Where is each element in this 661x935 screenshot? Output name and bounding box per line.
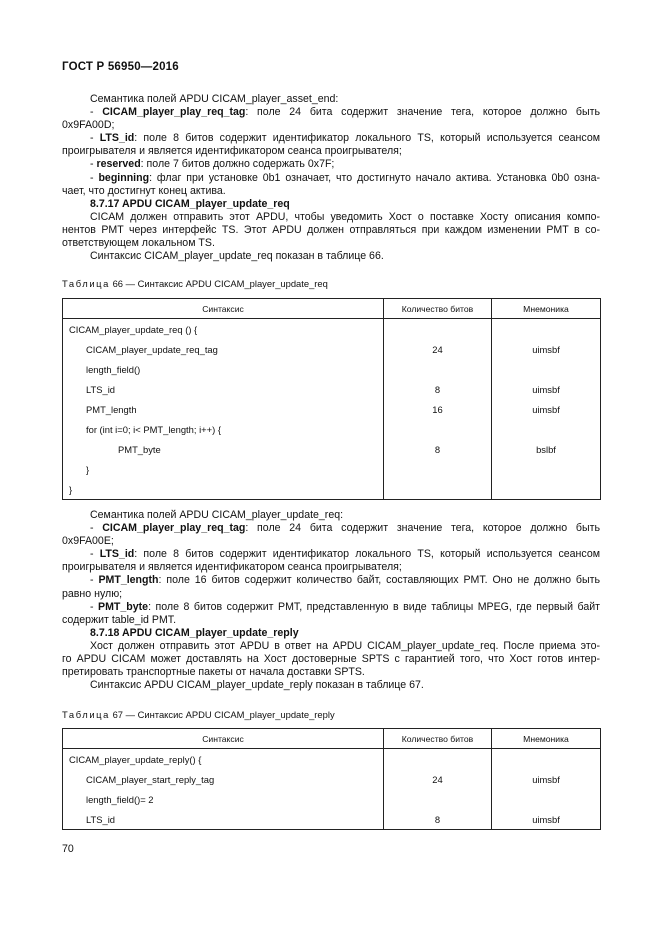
table-row <box>63 359 601 379</box>
header-syntax: Синтаксис <box>63 729 384 749</box>
bit-count-cell: 16 <box>384 399 492 419</box>
table-row <box>63 399 601 419</box>
mnemonic-cell: uimsbf <box>492 769 601 789</box>
table-66-caption <box>62 278 328 290</box>
bit-count-cell <box>384 789 492 809</box>
paragraph-line <box>62 158 600 171</box>
paragraph-line <box>62 145 600 158</box>
header-mnemonic: Мнемоника <box>492 299 601 319</box>
text-run: : поле 16 битов содержит количество байт, составляющих PMT. Оно не должно быть <box>158 574 600 587</box>
text-run: CICAM должен отправить этот APDU, чтобы уведомить Хост о поставке Хосту описания компо- <box>90 210 600 223</box>
paragraph-line <box>62 509 600 522</box>
text-run: : поле 24 бита содержит значение тега, которое должно быть <box>245 522 600 535</box>
page-number: 70 <box>62 843 74 855</box>
syntax-cell: length_field()= 2 <box>63 789 384 809</box>
paragraph-line <box>62 666 600 679</box>
table-row <box>63 749 601 770</box>
text-run: Синтаксис APDU CICAM_player_update_reply показан в таблице 67. <box>90 679 424 692</box>
text-run: : поле 8 битов содержит идентификатор локального TS, который используется сеансом <box>134 132 600 145</box>
syntax-cell: } <box>63 479 384 500</box>
table-66 <box>62 298 601 500</box>
table-row <box>63 419 601 439</box>
table-row <box>63 439 601 459</box>
syntax-cell: PMT_byte <box>63 439 384 459</box>
paragraph-line <box>62 601 600 614</box>
text-run: - <box>90 548 100 561</box>
table-row <box>63 319 601 340</box>
table-row <box>63 459 601 479</box>
paragraph-line <box>62 548 600 561</box>
table-row <box>63 379 601 399</box>
paragraph-line <box>62 250 600 263</box>
text-run: проигрывателя и является идентификатором сеанса проигрывателя; <box>62 561 402 574</box>
paragraph-line <box>62 132 600 145</box>
bit-count-cell <box>384 319 492 340</box>
paragraph-line <box>62 588 600 601</box>
syntax-cell: } <box>63 459 384 479</box>
text-run: претировать транспортные пакеты от начала доставки SPTS. <box>62 666 365 679</box>
mnemonic-cell <box>492 459 601 479</box>
text-run: чает, что достигнут конец актива. <box>62 184 226 197</box>
text-run: го APDU CICAM может доставлять на Хост достоверные SPTS с гарантией того, что Хост готов интер- <box>62 653 600 666</box>
text-run: - <box>90 171 99 184</box>
text-run: 0x9FA00D; <box>62 119 115 132</box>
syntax-cell: PMT_length <box>63 399 384 419</box>
text-run: - <box>90 158 97 171</box>
syntax-cell: LTS_id <box>63 809 384 830</box>
bit-count-cell <box>384 419 492 439</box>
text-run: - <box>90 574 99 587</box>
mnemonic-cell <box>492 319 601 340</box>
text-run: - <box>90 106 103 119</box>
text-run: проигрывателя и является идентификатором сеанса проигрывателя; <box>62 145 402 158</box>
text-run: : поле 24 бита содержит значение тега, которое должно быть <box>245 106 600 119</box>
text-run: : флаг при установке 0b1 означает, что достигнуто начало актива. Установка 0b0 озна- <box>149 171 600 184</box>
mnemonic-cell <box>492 359 601 379</box>
text-run: Семантика полей APDU CICAM_player_update_req: <box>90 509 344 521</box>
field-name: reserved <box>96 158 141 171</box>
paragraph-line <box>62 224 600 237</box>
text-run: Хост должен отправить этот APDU в ответ на APDU CICAM_player_update_req. После приема это- <box>90 639 600 652</box>
section-heading <box>62 198 600 211</box>
table-67-caption-prefix: Таблица <box>62 709 110 720</box>
mnemonic-cell <box>492 479 601 500</box>
mnemonic-cell: uimsbf <box>492 379 601 399</box>
table-67-caption <box>62 709 335 721</box>
syntax-cell: LTS_id <box>63 379 384 399</box>
field-name: CICAM_player_play_req_tag <box>102 522 246 535</box>
field-name: beginning <box>98 171 150 184</box>
text-run: - <box>90 600 99 613</box>
paragraph-line <box>62 106 600 119</box>
mnemonic-cell <box>492 749 601 770</box>
mnemonic-cell: uimsbf <box>492 399 601 419</box>
paragraph-line <box>62 561 600 574</box>
syntax-cell: CICAM_player_update_req () { <box>63 319 384 340</box>
bit-count-cell: 8 <box>384 379 492 399</box>
bit-count-cell: 24 <box>384 769 492 789</box>
mnemonic-cell <box>492 789 601 809</box>
bit-count-cell <box>384 359 492 379</box>
header-bit-count: Количество битов <box>384 299 492 319</box>
table-67-caption-text: 67 — Синтаксис APDU CICAM_player_update_reply <box>109 709 335 720</box>
mnemonic-cell: bslbf <box>492 439 601 459</box>
paragraph-line <box>62 119 600 132</box>
bit-count-cell <box>384 749 492 770</box>
table-row <box>63 479 601 500</box>
text-run: - <box>90 522 103 535</box>
text-run: 0x9FA00E; <box>62 535 114 548</box>
text-run: ответствующем локальном TS. <box>62 237 215 250</box>
header-syntax: Синтаксис <box>63 299 384 319</box>
paragraph-line <box>62 653 600 666</box>
section-heading <box>62 627 600 640</box>
paragraph-line <box>62 574 600 587</box>
text-run: Синтаксис CICAM_player_update_req показан в таблице 66. <box>90 250 384 263</box>
table-row <box>63 339 601 359</box>
text-run: 8.7.18 APDU CICAM_player_update_reply <box>90 626 299 639</box>
paragraph-line <box>62 640 600 653</box>
table-header-row <box>63 299 601 319</box>
paragraph-line <box>62 211 600 224</box>
table-row <box>63 789 601 809</box>
table-67 <box>62 728 601 830</box>
table-row <box>63 769 601 789</box>
field-name: LTS_id <box>99 132 135 145</box>
text-run: - <box>90 132 100 145</box>
bit-count-cell: 24 <box>384 339 492 359</box>
bit-count-cell <box>384 459 492 479</box>
bit-count-cell: 8 <box>384 809 492 830</box>
text-run: : поле 8 битов содержит PMT, представленную в виде таблицы MPEG, где первый байт <box>148 600 600 613</box>
paragraph-line <box>62 614 600 627</box>
table-66-caption-prefix: Таблица <box>62 278 110 289</box>
mnemonic-cell: uimsbf <box>492 339 601 359</box>
syntax-cell: length_field() <box>63 359 384 379</box>
field-name: PMT_byte <box>98 600 149 613</box>
text-run: нентов PMT через интерфейс TS. Этот APDU должен отправляться при каждом изменении PMT в со- <box>62 223 600 236</box>
paragraph-line <box>62 535 600 548</box>
text-run: 8.7.17 APDU CICAM_player_update_req <box>90 197 290 210</box>
field-name: CICAM_player_play_req_tag <box>102 106 246 119</box>
field-name: PMT_length <box>98 574 159 587</box>
page-header: ГОСТ Р 56950—2016 <box>62 61 179 73</box>
bit-count-cell: 8 <box>384 439 492 459</box>
text-run: содержит table_id PMT. <box>62 613 177 626</box>
header-bit-count: Количество битов <box>384 729 492 749</box>
text-run: : поле 7 битов должно содержать 0x7F; <box>140 158 335 171</box>
mnemonic-cell <box>492 419 601 439</box>
bit-count-cell <box>384 479 492 500</box>
table-header-row <box>63 729 601 749</box>
mnemonic-cell: uimsbf <box>492 809 601 830</box>
semantics-block-asset-end <box>62 93 600 263</box>
header-mnemonic: Мнемоника <box>492 729 601 749</box>
paragraph-line <box>62 172 600 185</box>
syntax-cell: CICAM_player_update_reply() { <box>63 749 384 770</box>
syntax-cell: CICAM_player_start_reply_tag <box>63 769 384 789</box>
paragraph-line <box>62 679 600 692</box>
paragraph-line <box>62 93 600 106</box>
text-run: : поле 8 битов содержит идентификатор локального TS, который используется сеансом <box>134 548 600 561</box>
syntax-cell: CICAM_player_update_req_tag <box>63 339 384 359</box>
field-name: LTS_id <box>99 548 135 561</box>
paragraph-line <box>62 522 600 535</box>
text-run: равно нулю; <box>62 587 123 600</box>
syntax-cell: for (int i=0; i< PMT_length; i++) { <box>63 419 384 439</box>
semantics-block-update-req <box>62 509 600 692</box>
paragraph-line <box>62 185 600 198</box>
paragraph-line <box>62 237 600 250</box>
text-run: Семантика полей APDU CICAM_player_asset_end: <box>90 93 339 105</box>
table-66-caption-text: 66 — Синтаксис APDU CICAM_player_update_req <box>109 278 328 289</box>
table-row <box>63 809 601 830</box>
